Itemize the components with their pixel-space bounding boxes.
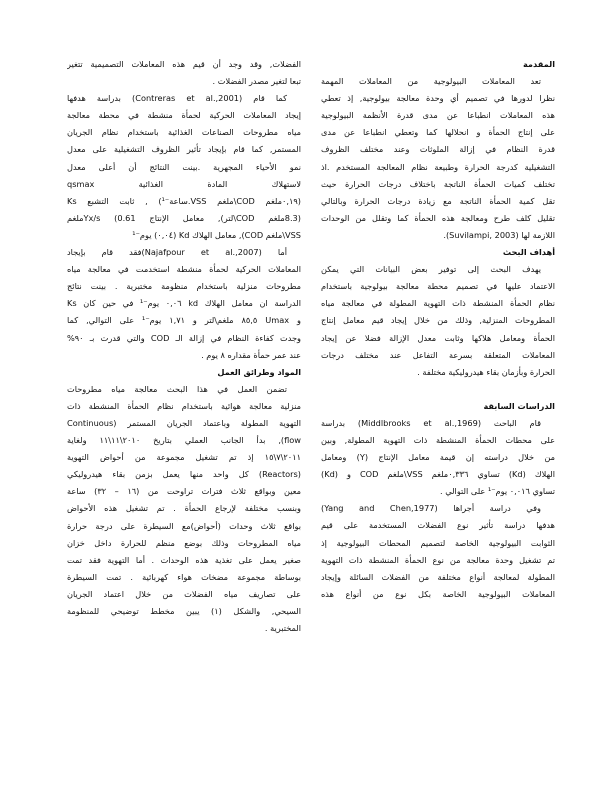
text-line: قام الباحث (Middlbrooks et al.,1969) بدراسة (321, 417, 542, 428)
text-line: التشغيلية كدرجة الحرارة وطبيعة نظام المعالجة المستخدم .اذ (321, 161, 555, 172)
text-line: (٠,١٩ملغم COD\ملغم VSS.ساعة⁻¹) , ثابت التشبع Ks (67, 195, 301, 206)
text-line: تختلف كميات الحمأة الناتجة باختلاف درجات الحرارة حيث (321, 178, 555, 189)
text-line: وبنسب مختلفة لإرجاع الحمأة . تم تشغيل هذه الأحواض (67, 503, 301, 514)
text-line: الدراسة ان معامل الهلاك kd ٠,٠٦ يوم⁻¹ في حين كان Ks (67, 298, 301, 309)
text-line: المطروحات المنزلية, وذلك من خلال إيجاد قيم معامل إنتاج (321, 315, 555, 326)
text-line: على محطات الحمأة المنشطة ذات التهوية المطولة, وبين (321, 434, 555, 445)
text-line: تعد المعاملات البيولوجية من المعاملات المهمة (321, 76, 541, 87)
text-line: هدفها دراسة تأثير نوع الفضلات المستخدمة على قيم (321, 520, 555, 531)
text-line: وجدت كفاءة النظام في إزالة الـ COD والتي قدرت بـ ٩٠% (67, 332, 301, 343)
text-line: بوساطة مجموعة مضخات هواء كهربائية . تمت السيطرة (67, 571, 301, 582)
text-line: صغير يعمل على تغذية هذه الوحدات . أما التهوية فقد تمت (67, 554, 301, 565)
text-line: على إنتاج الحمأة و انحلالها كما وتعطي انطباعا عن مدى (321, 127, 555, 138)
text-line: الهلاك (Kd) تساوي ٠,٣٣٦ملغم VSS\ملغم COD و (Kd) (321, 469, 555, 480)
text-line: مطروحات منزلية باستخدام منظومة مختبرية . بينت نتائج (67, 281, 301, 292)
section-heading-introduction: المقدمة (522, 59, 555, 69)
text-line: تقليل كلف طرح ومعالجة هذه الحمأة كما وتقلل من الوحدات (321, 212, 555, 223)
text-line: المعاملات البيولوجية الخاصة بكل نوع من أنواع هذه (321, 588, 555, 599)
text-line: عند عمر حمأة مقداره ٨ يوم . (201, 349, 301, 360)
text-line: flow), بدأ الجانب العملي بتاريخ ٢٠١٠\١١\١١ ولغاية (67, 435, 301, 446)
text-line: مياه المطروحات وذلك بوضع منظم للحرارة داخل خزان (67, 537, 301, 548)
text-line: الاعتماد عليها في تصميم محطة معالجة بيولوجية باستخدام (321, 281, 555, 292)
text-line: المعاملات المتعلقة بسرعة التفاعل عند مختلف درجات (321, 349, 555, 360)
text-line: كما قام (Contreras et al.,2001) بدراسة هدفها (67, 93, 287, 104)
text-line: منزلية معالجة هوائية باستخدام نظام الحمأة المنشطة ذات (67, 400, 301, 411)
left-column (67, 56, 301, 637)
text-line: المختبرية . (264, 623, 301, 634)
text-line: التهوية المطولة وباعتماد الجريان المستمر (Continuous (67, 417, 301, 428)
text-line: المطولة لمعالجة أنواع مختلفة من الفضلات السائلة وإيجاد (321, 571, 555, 582)
text-line: من خلال دراسته إن قيمة معامل الإنتاج (Y) ومعامل (321, 452, 555, 463)
text-line: السيحي, والشكل (١) يبين مخطط توضيحي للمنظومة (67, 606, 301, 616)
section-heading-methods: المواد وطرائق العمل (217, 366, 301, 377)
section-heading-previous-studies: الدراسات السابقة (483, 400, 555, 411)
text-line: الفضلات, وقد وجد أن قيم هذه المعاملات التصميمية تتغير (67, 59, 301, 69)
text-line: اللازمة لها (Suvilampi, 2003). (443, 229, 555, 240)
right-column (321, 56, 555, 603)
text-line: على تصاريف مياه الفضلات من خلال اعتماد الجريان (67, 588, 301, 599)
text-line: و Umax ٨٥,٥ ملغم\لتر و ١,٧١ يوم⁻¹ على التوالي, كما (67, 315, 301, 326)
text-line: VSS\ملغم COD), معامل الهلاك Kd (٠,٠٤) يوم⁻¹ (132, 229, 301, 240)
text-line: قدرة النظام في إزالة الملوثات وعند مختلف الظروف (321, 144, 555, 155)
text-line: ٢٠١١\٧\١٥ إذ تم تشغيل مجموعة من أحواض التهوية (67, 452, 301, 463)
text-line: مياه مطروحات الصناعات الغذائية باستخدام نظام الجريان (67, 127, 301, 138)
text-line: الحرارة وبأزمان بقاء هيدروليكية مختلفة . (417, 366, 555, 377)
paragraph-continued (67, 56, 301, 364)
paragraph-objectives (321, 261, 555, 381)
text-line: تبعا لتغير مصدر الفضلات . (212, 76, 301, 87)
text-line: تم تشغيل وحدة معالجة من نوع الحمأة المنشطة ذات التهوية (321, 554, 555, 565)
text-line: تقل كمية الحمأة الناتجة مع زيادة درجات الحرارة وبالتالي (321, 195, 555, 206)
text-line: تساوي ٠,٠١٦ يوم⁻¹ على التوالي . (440, 486, 555, 497)
text-line: الحمأة ومعامل هلاكها وثابت معدل الإزالة فضلا عن إيجاد (321, 332, 555, 343)
text-line: معين وبواقع ثلاث فترات تراوحت من (١٦ – ٣٢) ساعة (67, 486, 301, 497)
paragraph-introduction (321, 73, 555, 244)
text-line: نمو الأحياء المجهرية .بينت النتائج أن أعلى معدل (67, 161, 301, 172)
text-line: هذه المعاملات انطباعا عن مدى قدرة الأنظمة البيولوجية (321, 110, 555, 121)
text-line: تضمن العمل في هذا البحث معالجة مياه مطروحات (67, 383, 287, 394)
text-line: أما (Najafpour et al.,2007)فقد قام بإيجاد (67, 247, 288, 258)
text-line: المعاملات الحركية لحمأة منشطة استخدمت في معالجة مياه (67, 264, 301, 275)
text-line: الثوابت البيولوجية الخاصة لتصميم المحطات البيولوجية إذ (321, 537, 555, 548)
text-line: نظرا لدورها في تصميم أي وحدة معالجة بيولوجية, إذ تعطي (321, 93, 555, 104)
text-line: المستمر, كما قام بإيجاد تأثير الظروف التشغيلية على معدل (67, 144, 301, 155)
paragraph-previous-studies (321, 415, 555, 603)
text-line: يهدف البحث إلى توفير بعض البيانات التي يمكن (321, 264, 541, 275)
text-line: لاستهلاك المادة الغذائية qsmax (67, 178, 301, 189)
text-line: (8.3ملغم COD\لتر), معامل الإنتاج Yx/s (0.61ملغم (67, 212, 301, 223)
text-line: وفي دراسة أجراها (Yang and Chen,1977) (321, 503, 541, 514)
text-line: بواقع ثلاث وحدات (أحواض)مع السيطرة على درجة حرارة (67, 520, 301, 531)
text-line: (Reactors) كل واحد منها يعمل بزمن بقاء هيدروليكي (67, 469, 301, 480)
section-heading-objectives: أهداف البحث (502, 247, 555, 258)
text-line: إيجاد المعاملات الحركية لحمأة منشطة في محطة معالجة (67, 110, 301, 121)
paragraph-methods (67, 381, 301, 637)
text-line: نظام الحمأة المنشطة ذات التهوية المطولة في معالجة مياه (321, 298, 555, 309)
spacer (321, 381, 555, 398)
